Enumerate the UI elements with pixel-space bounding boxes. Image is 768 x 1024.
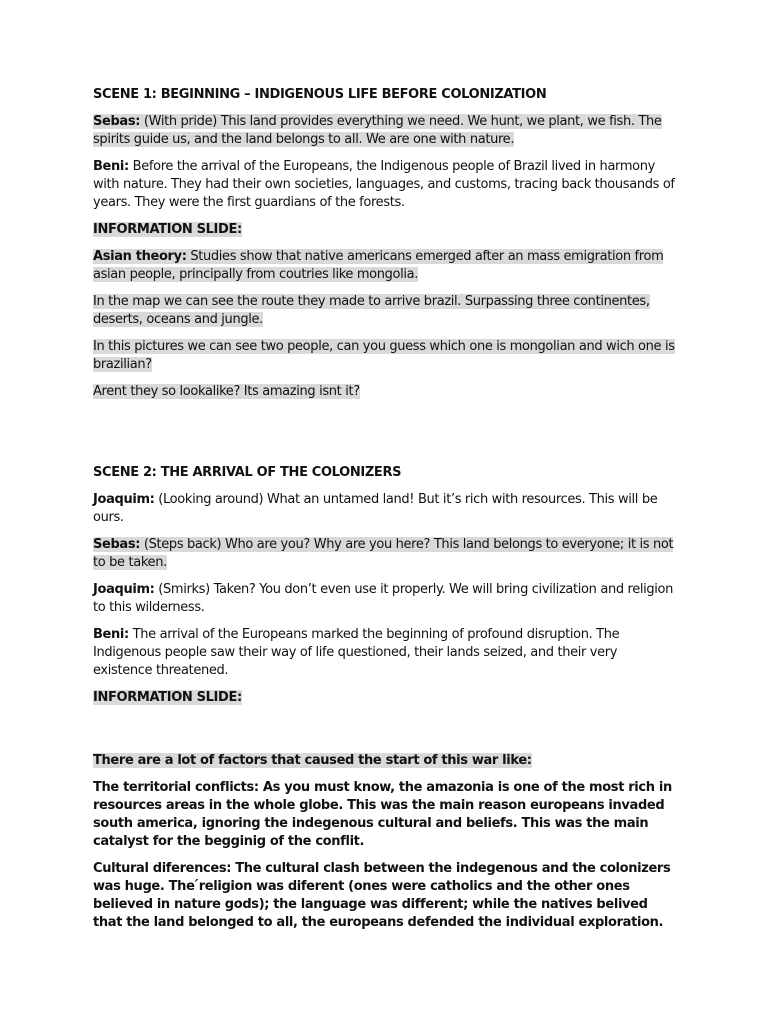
- scene2-info-slide-heading: [93, 689, 678, 707]
- pictures-text: In this pictures we can see two people, can you guess which one is mongolian and wich one is brazilian?: [93, 339, 675, 372]
- lookalike-paragraph: [93, 383, 678, 401]
- scene2-title: SCENE 2: THE ARRIVAL OF THE COLONIZERS: [93, 465, 402, 480]
- speaker-beni: Beni:: [93, 627, 129, 642]
- asian-theory-label: Asian theory:: [93, 249, 187, 264]
- factors-text: There are a lot of factors that caused the start of this war like:: [93, 753, 532, 768]
- speaker-sebas: Sebas:: [93, 114, 141, 129]
- scene2-sebas-line: [93, 536, 678, 572]
- sebas-dialogue: (Steps back) Who are you? Why are you here? This land belongs to everyone; it is not to be taken.: [93, 537, 674, 570]
- pictures-paragraph: [93, 338, 678, 374]
- section-gap: [93, 410, 678, 464]
- lookalike-text: Arent they so lookalike? Its amazing isnt it?: [93, 384, 360, 399]
- speaker-beni: Beni:: [93, 159, 129, 174]
- scene2-joaquim-line-2: [93, 581, 678, 617]
- beni-narration: Before the arrival of the Europeans, the Indigenous people of Brazil lived in harmony with nature. They had their own societies, languages, and customs, tracing back thousands of years. They were the first guardians of the forests.: [93, 159, 675, 210]
- joaquim-dialogue-1: (Looking around) What an untamed land! But it’s rich with resources. This will be ours.: [93, 492, 658, 525]
- scene1-beni-line: [93, 158, 678, 212]
- beni-narration: The arrival of the Europeans marked the beginning of profound disruption. The Indigenous people saw their way of life questioned, their lands seized, and their very existence threatened.: [93, 627, 620, 678]
- speaker-joaquim: Joaquim:: [93, 492, 155, 507]
- scene1-title: SCENE 1: BEGINNING – INDIGENOUS LIFE BEFORE COLONIZATION: [93, 87, 547, 102]
- speaker-sebas: Sebas:: [93, 537, 141, 552]
- map-text: In the map we can see the route they made to arrive brazil. Surpassing three continentes, deserts, oceans and jungle.: [93, 294, 650, 327]
- map-paragraph: [93, 293, 678, 329]
- asian-theory-text: Studies show that native americans emerged after an mass emigration from asian people, principally from coutries like mongolia.: [93, 249, 664, 282]
- scene1-sebas-line: [93, 113, 678, 149]
- asian-theory-paragraph: [93, 248, 678, 284]
- document-page: [93, 86, 678, 941]
- scene2-joaquim-line-1: [93, 491, 678, 527]
- territorial-paragraph: The territorial conflicts: As you must know, the amazonia is one of the most rich in resources areas in the whole globe. This was the main reason europeans invaded south america, ignoring the indegenous cultural and beliefs. This was the main catalyst for the begginig of the conflit.: [93, 780, 672, 849]
- cultural-paragraph: Cultural diferences: The cultural clash between the indegenous and the colonizers was huge. The ́religion was diferent (ones were catholics and the other ones believed in nature gods); the language was different; while the natives belived that the land belonged to all, the europeans defended the individual exploration.: [93, 861, 671, 930]
- info-slide-label: INFORMATION SLIDE:: [93, 690, 242, 705]
- sebas-dialogue: (With pride) This land provides everything we need. We hunt, we plant, we fish. The spirits guide us, and the land belongs to all. We are one with nature.: [93, 114, 662, 147]
- scene2-beni-line: [93, 626, 678, 680]
- factors-paragraph: [93, 752, 678, 770]
- joaquim-dialogue-2: (Smirks) Taken? You don’t even use it properly. We will bring civilization and religion to this wilderness.: [93, 582, 674, 615]
- speaker-joaquim: Joaquim:: [93, 582, 155, 597]
- scene1-info-slide-heading: [93, 221, 678, 239]
- info-gap: [93, 716, 678, 752]
- info-slide-label: INFORMATION SLIDE:: [93, 222, 242, 237]
